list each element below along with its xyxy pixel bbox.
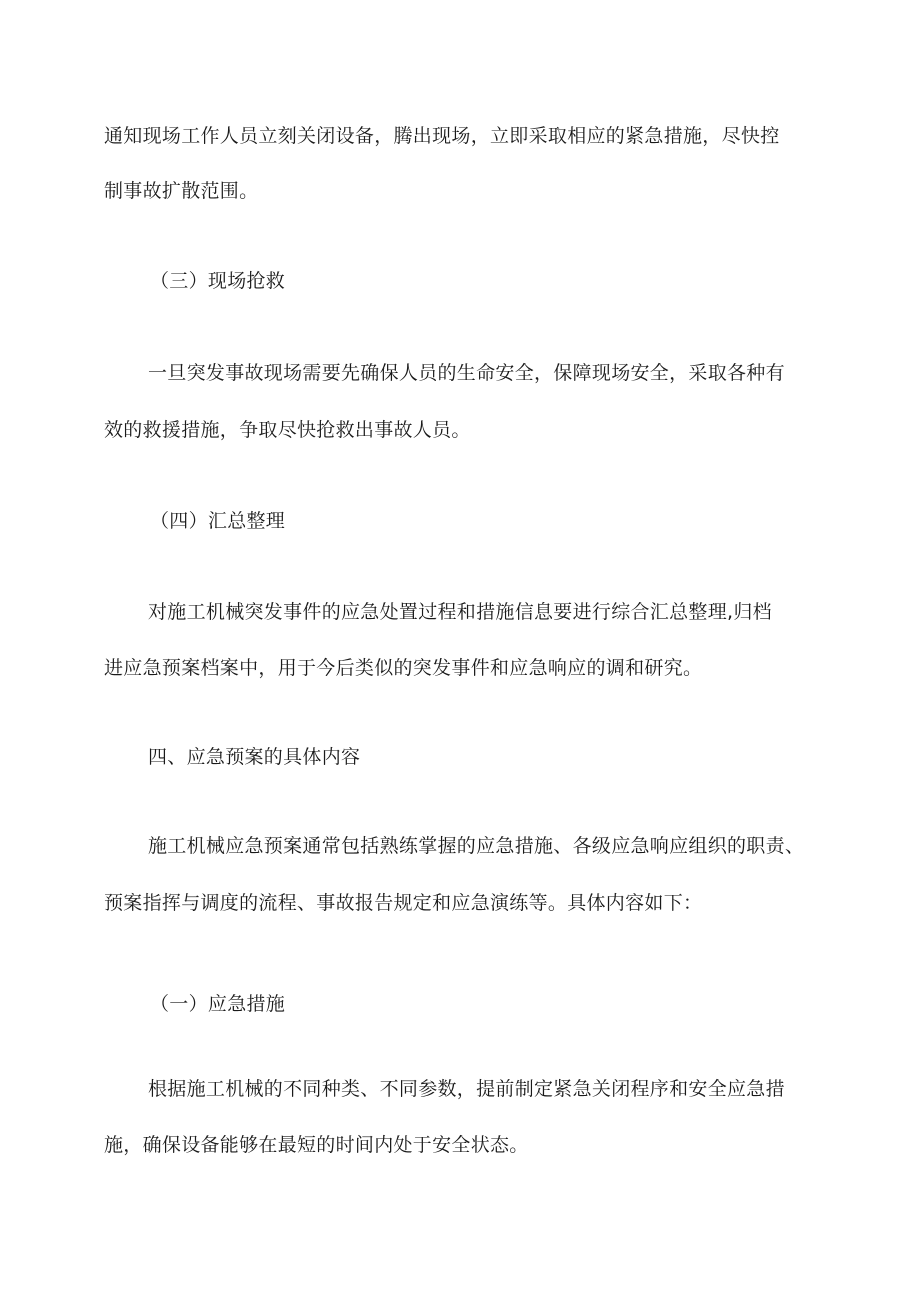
paragraph-2-line-2: 效的救援措施，争取尽快抢救出事故人员。: [104, 419, 471, 441]
subheading-site-rescue: （三）现场抢救: [150, 270, 286, 292]
paragraph-5-line-2: 施，确保设备能够在最短的时间内处于安全状态。: [104, 1134, 529, 1156]
paragraph-3-line-1: 对施工机械突发事件的应急处置过程和措施信息要进行综合汇总整理,归档: [148, 601, 772, 623]
subheading-summary: （四）汇总整理: [150, 510, 286, 532]
paragraph-1-line-1: 通知现场工作人员立刻关闭设备，腾出现场，立即采取相应的紧急措施，尽快控: [104, 125, 780, 147]
paragraph-4-line-2: 预案指挥与调度的流程、事故报告规定和应急演练等。具体内容如下：: [104, 892, 703, 914]
subheading-emergency-measures: （一）应急措施: [150, 993, 286, 1015]
paragraph-5-line-1: 根据施工机械的不同种类、不同参数，提前制定紧急关闭程序和安全应急措: [148, 1078, 785, 1100]
paragraph-2-line-1: 一旦突发事故现场需要先确保人员的生命安全，保障现场安全，采取各种有: [148, 362, 785, 384]
paragraph-4-line-1: 施工机械应急预案通常包括熟练掌握的应急措施、各级应急响应组织的职责、: [148, 835, 805, 857]
paragraph-3-line-2: 进应急预案档案中，用于今后类似的突发事件和应急响应的调和研究。: [104, 657, 703, 679]
section-heading: 四、应急预案的具体内容: [148, 746, 361, 768]
paragraph-1-line-2: 制事故扩散范围。: [104, 180, 259, 202]
